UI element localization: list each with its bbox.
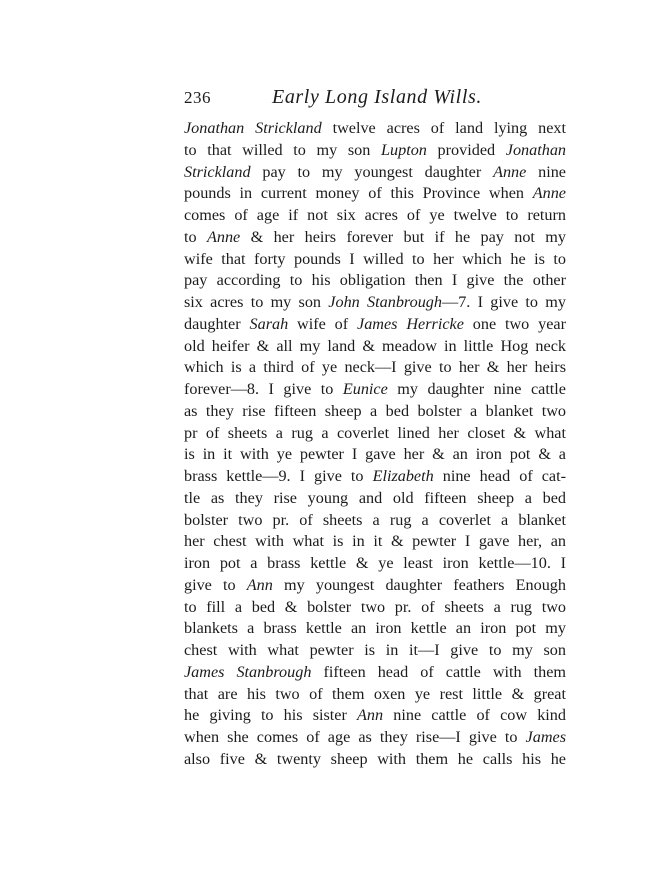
italic-name: Eunice	[342, 380, 388, 398]
running-title: Early Long Island Wills.	[272, 86, 482, 108]
text-line	[184, 379, 566, 401]
text-run: nine cattle of cow kind	[383, 706, 566, 725]
italic-name: Ann	[246, 575, 273, 594]
text-run: that are his two of them oxen ye rest little & great	[184, 684, 566, 703]
text-run: bolster two pr. of sheets a rug a coverlet a blanket	[184, 510, 566, 529]
text-run: chest with what pewter is in it—I give to my son	[184, 641, 566, 659]
body-text	[184, 118, 566, 771]
italic-name: James Stanbrough	[184, 662, 312, 681]
text-line	[184, 640, 566, 662]
text-run: pounds in current money of this Province when	[184, 184, 533, 203]
text-line	[184, 336, 566, 358]
text-run: is in it with ye pewter I gave her & an iron pot & a	[184, 445, 566, 464]
text-run: wife that forty pounds I willed to her which he is to	[184, 249, 566, 268]
text-run: to fill a bed & bolster two pr. of sheets a rug two	[184, 597, 566, 616]
text-line	[184, 292, 566, 314]
text-run: twelve acres of land lying next	[321, 119, 566, 137]
text-run: he giving to his sister	[184, 706, 358, 725]
text-run: to that willed to my son	[184, 140, 382, 159]
text-run: my daughter nine cattle	[387, 380, 566, 398]
italic-name: Lupton	[381, 140, 427, 159]
text-run: daughter	[184, 314, 250, 333]
text-line	[184, 401, 566, 423]
text-run: —7. I give to my	[442, 293, 566, 311]
text-run: give to	[184, 575, 247, 594]
italic-name: Jonathan	[505, 140, 567, 159]
text-run: also five & twenty sheep with them he calls his he	[184, 749, 566, 768]
italic-name: Jonathan Strickland	[184, 119, 322, 137]
italic-name: Strickland	[184, 162, 251, 181]
text-line	[184, 488, 566, 510]
text-line	[184, 357, 566, 379]
text-line	[184, 205, 566, 227]
text-line	[184, 618, 566, 640]
italic-name: James	[525, 728, 566, 746]
page-number: 236	[184, 88, 211, 107]
text-run: iron pot a brass kettle & ye least iron kettle—10. I	[184, 554, 566, 572]
text-line	[184, 423, 566, 445]
text-run: & her heirs forever but if he pay not my	[240, 227, 566, 246]
text-run: forever—8. I give to	[184, 380, 343, 398]
text-line	[184, 314, 566, 336]
italic-name: Anne	[493, 162, 527, 181]
text-run: her chest with what is in it & pewter I gave her, an	[184, 532, 566, 551]
text-run: wife of	[288, 314, 358, 333]
text-line	[184, 249, 566, 271]
text-line	[184, 662, 566, 684]
text-line	[184, 444, 566, 466]
text-run: six acres to my son	[184, 293, 329, 311]
text-line	[184, 183, 566, 205]
text-run: old heifer & all my land & meadow in little Hog neck	[184, 336, 566, 355]
text-line	[184, 749, 566, 771]
text-line	[184, 553, 566, 575]
text-line	[184, 510, 566, 532]
text-run: when she comes of age as they rise—I give to	[184, 728, 526, 746]
text-run: pr of sheets a rug a coverlet lined her closet & what	[184, 423, 566, 442]
text-run: brass kettle—9. I give to	[184, 467, 373, 485]
italic-name: Ann	[357, 706, 384, 725]
text-line	[184, 162, 566, 184]
italic-name: John Stanbrough	[328, 293, 442, 311]
text-run: nine	[526, 162, 566, 181]
text-line	[184, 270, 566, 292]
text-line	[184, 466, 566, 488]
text-line	[184, 684, 566, 706]
text-line	[184, 531, 566, 553]
italic-name: Anne	[532, 184, 566, 203]
italic-name: James Herricke	[357, 314, 464, 333]
italic-name: Elizabeth	[372, 467, 434, 485]
text-run: which is a third of ye neck—I give to her & her heirs	[184, 358, 566, 377]
text-run: pay according to his obligation then I give the other	[184, 271, 566, 290]
text-line	[184, 227, 566, 249]
text-run: pay to my youngest daughter	[250, 162, 494, 181]
text-line	[184, 727, 566, 749]
italic-name: Anne	[206, 227, 241, 246]
running-head	[184, 86, 566, 110]
text-run: provided	[426, 140, 506, 159]
text-line	[184, 140, 566, 162]
text-run: blankets a brass kettle an iron kettle an iron pot my	[184, 619, 566, 638]
text-run: as they rise fifteen sheep a bed bolster a blanket two	[184, 401, 566, 420]
text-run: to	[184, 227, 207, 246]
text-run: comes of age if not six acres of ye twelve to return	[184, 206, 566, 224]
text-run: tle as they rise young and old fifteen sheep a bed	[184, 488, 566, 507]
text-run: my youngest daughter feathers Enough	[272, 575, 566, 594]
text-line	[184, 118, 566, 140]
text-line	[184, 597, 566, 619]
text-line	[184, 705, 566, 727]
text-run: one two year	[463, 314, 566, 333]
text-run: nine head of cat-	[433, 467, 567, 485]
text-line	[184, 575, 566, 597]
text-run: fifteen head of cattle with them	[311, 662, 566, 681]
italic-name: Sarah	[249, 314, 289, 333]
